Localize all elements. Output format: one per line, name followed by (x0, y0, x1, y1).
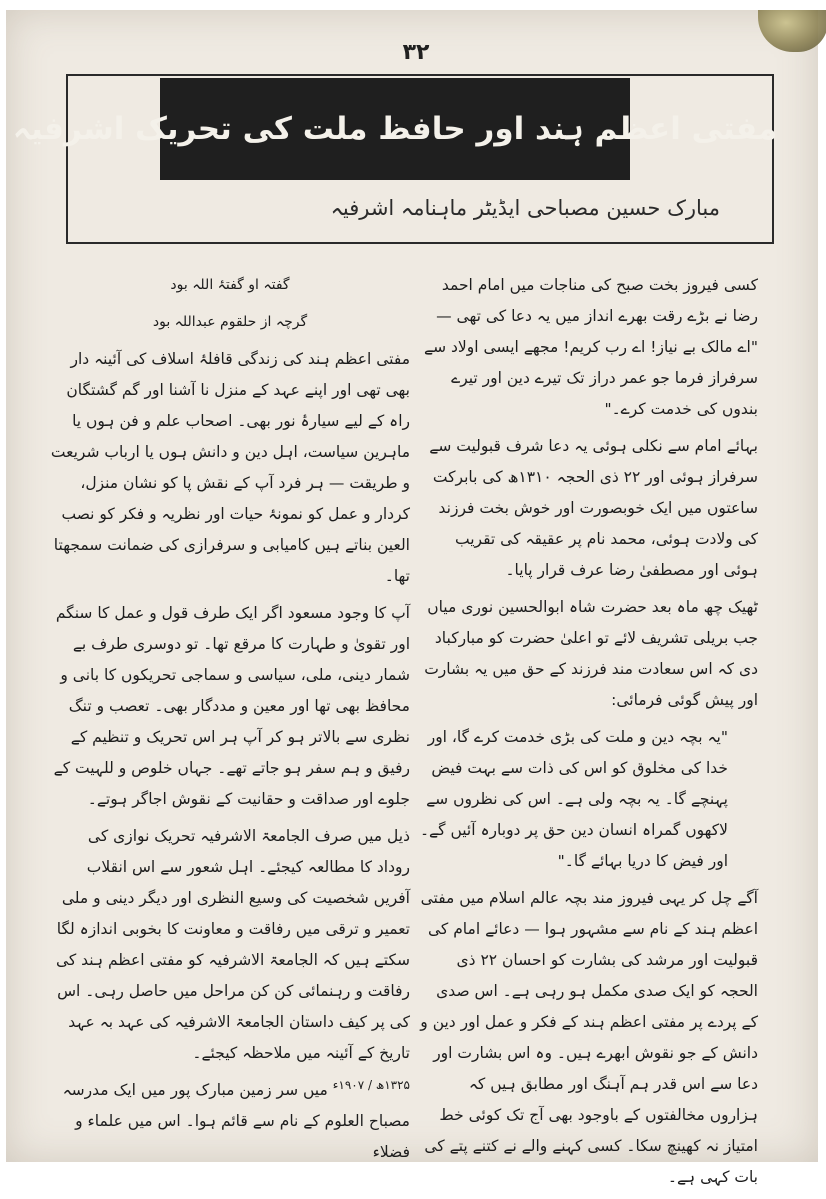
paragraph: ذیل میں صرف الجامعۃ الاشرفیہ تحریک نوازی کی روداد کا مطالعہ کیجئے۔ اہل شعور سے اس انقلاب آفریں شخصیت کی وسیع النظری اور دیگر دینی و ملی تعمیر و ترقی میں رفاقت و معاونت کا بخوبی اندازہ لگا سکتے ہیں کہ الجامعۃ الاشرفیہ کو مفتی اعظم ہند کی رفاقت و رہنمائی کن کن مراحل میں حاصل رہی۔ اس کی پر کیف داستان الجامعۃ الاشرفیہ کی عہد بہ عہد تاریخ کے آئینہ میں ملاحظہ کیجئے۔ (55, 827, 410, 1062)
quote-paragraph: "یہ بچہ دین و ملت کی بڑی خدمت کرے گا، اور خدا کی مخلوق کو اس کی ذات سے بہت فیض پہنچے گا۔ یہ بچہ ولی ہے۔ اس کی نظروں سے لاکھوں گمراہ انسان دین حق پر دوبارہ آئیں گے۔ اور فیض کا دریا بہائے گا۔" (419, 728, 728, 870)
paragraph: ٹھیک چھ ماہ بعد حضرت شاہ ابوالحسین نوری میاں جب بریلی تشریف لائے تو اعلیٰ حضرت کو مبارکباد دی کہ اس سعادت مند فرزند کے حق میں یہ بشارت اور پیش گوئی فرمائی: (424, 598, 758, 709)
page-number: ۳۲ (402, 40, 430, 65)
closing-text: میں سر زمین مبارک پور میں ایک مدرسہ مصباح العلوم کے نام سے قائم ہوا۔ اس میں علماء و فضلاء (62, 1081, 410, 1161)
paragraph: کسی فیروز بخت صبح کی مناجات میں امام احمد رضا نے بڑے رقت بھرے انداز میں یہ دعا کی تھی — "اے مالک بے نیاز! اے رب کریم! مجھے ایسی اولاد سے سرفراز فرما جو عمر دراز تک تیرے دین اور تیرے بندوں کی خدمت کرے۔" (424, 276, 758, 418)
paragraph: آگے چل کر یہی فیروز مند بچہ عالم اسلام میں مفتی اعظم ہند کے نام سے مشہور ہوا — دعائے امام کی قبولیت اور مرشد کی بشارت کو احسان ۲۲ ذی الحجہ کو ایک صدی مکمل ہو رہی ہے۔ اس صدی کے پردے پر مفتی اعظم ہند کے فکر و عمل اور دین و دانش کے جو نقوش ابھرے ہیں۔ وہ اس بشارت اور دعا سے اس قدر ہم آہنگ اور مطابق ہیں کہ ہزاروں مخالفتوں کے باوجود بھی آج تک کوئی خط امتیاز نہ کھینچ سکا۔ کسی کہنے والے نے کتنے پتے کی بات کہی ہے۔ (420, 889, 758, 1186)
scanned-page (6, 10, 818, 1186)
coin-object (758, 10, 826, 52)
closing-paragraph (50, 1075, 410, 1168)
paragraph: مفتی اعظم ہند کی زندگی قافلۂ اسلاف کی آئینہ دار بھی تھی اور اپنے عہد کے منزل نا آشنا اور گم گشتگان راہ کے لیے سیارۂ نور بھی۔ اصحاب علم و فن ہوں یا ماہرین سیاست، اہل دین و دانش ہوں یا ارباب شریعت و طریقت — ہر فرد آپ کے نقش پا کو نشان منزل، کردار و عمل کو نمونۂ حیات اور نظریہ و فکر کو نصب العین بناتے ہیں کامیابی و سرفرازی کی ضمانت سمجھتا تھا۔ (50, 350, 410, 585)
paragraph: بہائے امام سے نکلی ہوئی یہ دعا شرف قبولیت سے سرفراز ہوئی اور ۲۲ ذی الحجہ ۱۳۱۰ھ کی بابرکت ساعتوں میں ایک خوبصورت اور خوش بخت فرزند کی ولادت ہوئی، محمد نام پر عقیقہ کی تقریب ہوئی اور مصطفیٰ رضا عرف قرار پایا۔ (429, 437, 758, 579)
title-panel (12, 78, 778, 180)
article-header-box (12, 74, 778, 244)
closing-year: ۱۳۲۵ھ / ۱۹۰۷ء (332, 1077, 410, 1092)
right-column (418, 270, 758, 1199)
verse-line: گفتہ او گفتۂ اللہ بود (170, 277, 290, 293)
paragraph: آپ کا وجود مسعود اگر ایک طرف قول و عمل کا سنگم اور تقویٰ و طہارت کا مرقع تھا۔ تو دوسری طرف بے شمار دینی، ملی، سیاسی و سماجی تحریکوں کا بانی و محافظ بھی تھا اور معین و مددگار بھی۔ تعصب و تنگ نظری سے بالاتر ہو کر آپ ہر اس تحریک و تنظیم کے رفیق و ہم سفر ہو جاتے تھے۔ جہاں خلوص و للہیت کے جلوے اور صداقت و حقانیت کے نقوش اجاگر ہوتے۔ (53, 604, 410, 808)
article-title: مفتی اعظم ہند اور حافظ ملت کی تحریک اشرفیہ (12, 111, 778, 147)
author-line: مبارک حسین مصباحی ایڈیٹر ماہنامہ اشرفیہ (330, 196, 720, 220)
left-column (50, 270, 410, 1174)
verse-line: گرچہ از حلقوم عبداللہ بود (152, 314, 308, 330)
